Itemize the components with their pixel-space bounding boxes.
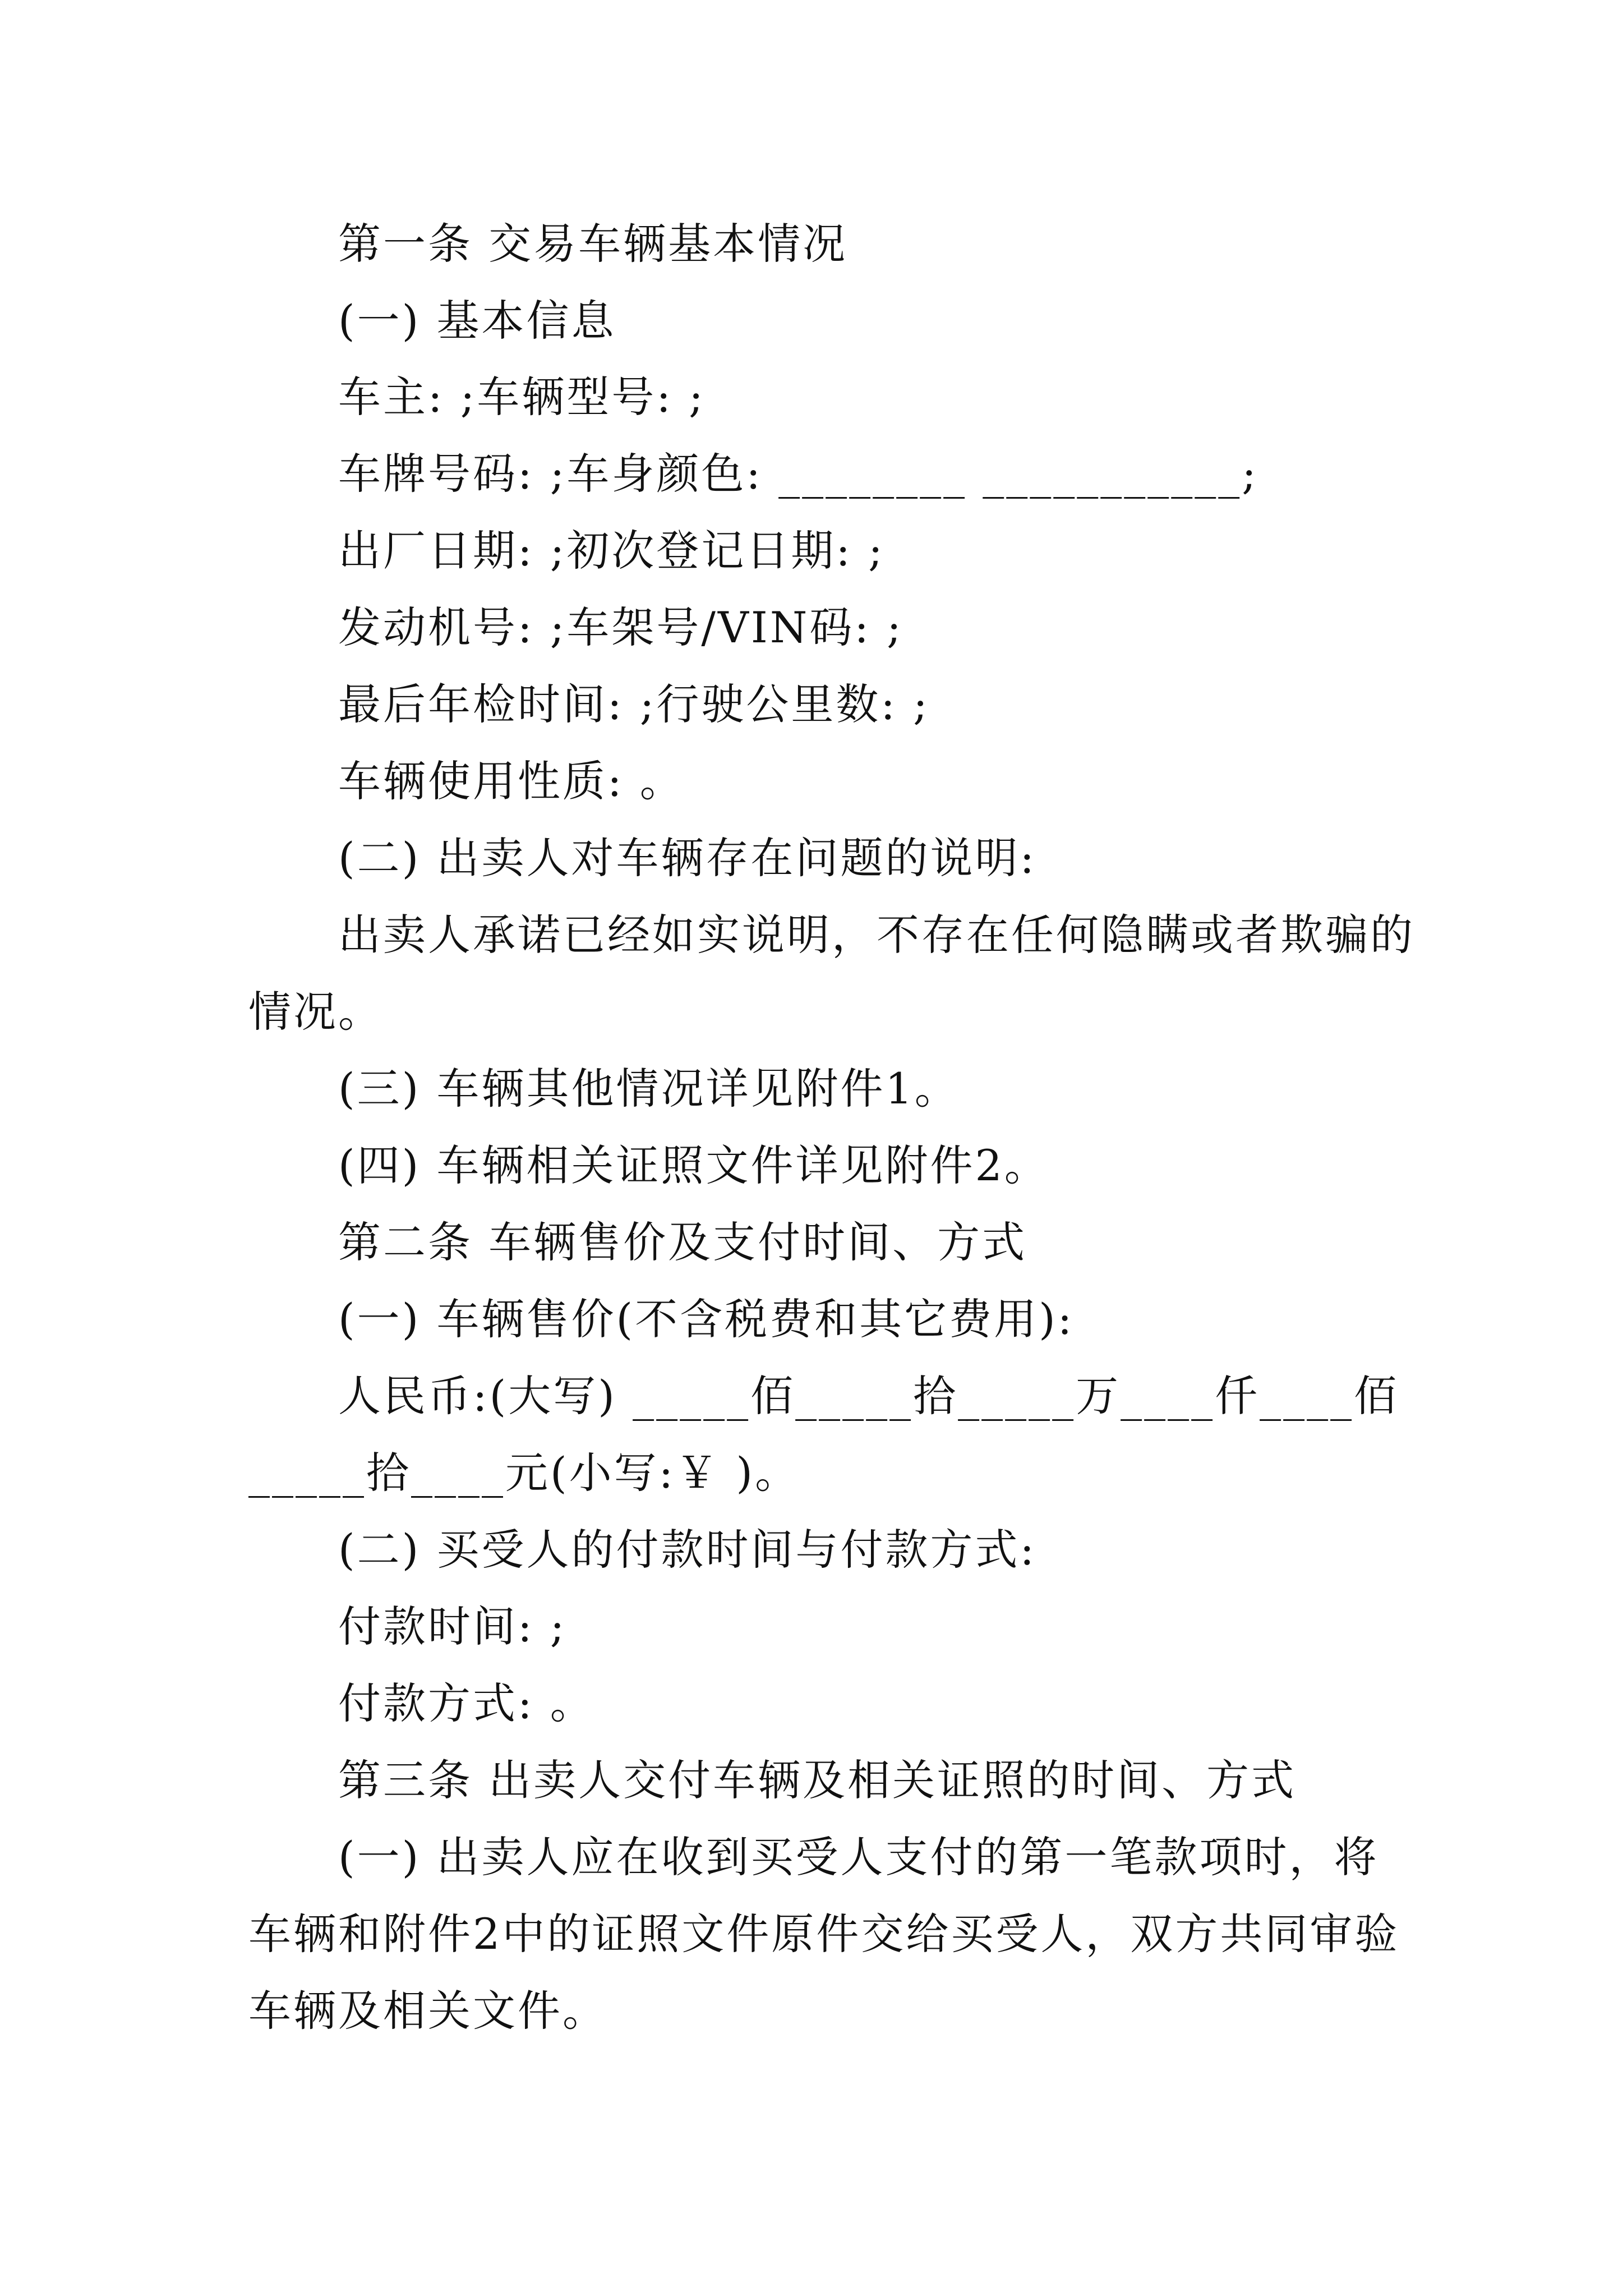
payment-method-line: 付款方式: 。 <box>338 1678 595 1728</box>
section-price-heading: (一) 车辆售价(不含税费和其它费用): <box>338 1294 1075 1344</box>
seller-promise-line-2: 情况。 <box>248 987 383 1037</box>
article-2-heading: 第二条 车辆售价及支付时间、方式 <box>338 1217 1027 1267</box>
delivery-clause-line-2: 车辆和附件2中的证照文件原件交给买受人，双方共同审验 <box>248 1909 1400 1959</box>
section-payment-heading: (二) 买受人的付款时间与付款方式: <box>338 1525 1037 1575</box>
dates-line: 出厂日期: ;初次登记日期: ; <box>338 526 885 576</box>
article-3-heading: 第三条 出卖人交付车辆及相关证照的时间、方式 <box>338 1755 1297 1805</box>
price-amount-line-2: _____拾____元(小写:￥ )。 <box>248 1448 800 1498</box>
section-other-info-line: (三) 车辆其他情况详见附件1。 <box>338 1064 960 1114</box>
delivery-clause-line-1: (一) 出卖人应在收到买受人支付的第一笔款项时，将 <box>338 1832 1379 1882</box>
inspection-mileage-line: 最后年检时间: ;行驶公里数: ; <box>338 679 930 729</box>
payment-time-line: 付款时间: ; <box>338 1602 567 1651</box>
engine-vin-line: 发动机号: ;车架号/VIN码: ; <box>338 602 903 652</box>
section-issues-heading: (二) 出卖人对车辆存在问题的说明: <box>338 833 1037 883</box>
price-amount-line-1: 人民币:(大写) _____佰_____拾_____万____仟____佰 <box>338 1371 1399 1421</box>
usage-nature-line: 车辆使用性质: 。 <box>338 756 685 806</box>
section-basic-info-heading: (一) 基本信息 <box>338 296 616 346</box>
article-1-heading: 第一条 交易车辆基本情况 <box>338 219 848 269</box>
owner-model-line: 车主: ;车辆型号: ; <box>338 372 706 422</box>
delivery-clause-line-3: 车辆及相关文件。 <box>248 1986 607 2036</box>
section-documents-line: (四) 车辆相关证照文件详见附件2。 <box>338 1140 1049 1190</box>
seller-promise-line-1: 出卖人承诺已经如实说明，不存在任何隐瞒或者欺骗的 <box>338 910 1415 960</box>
plate-color-line: 车牌号码: ;车身颜色: ________ ___________; <box>338 449 1258 499</box>
